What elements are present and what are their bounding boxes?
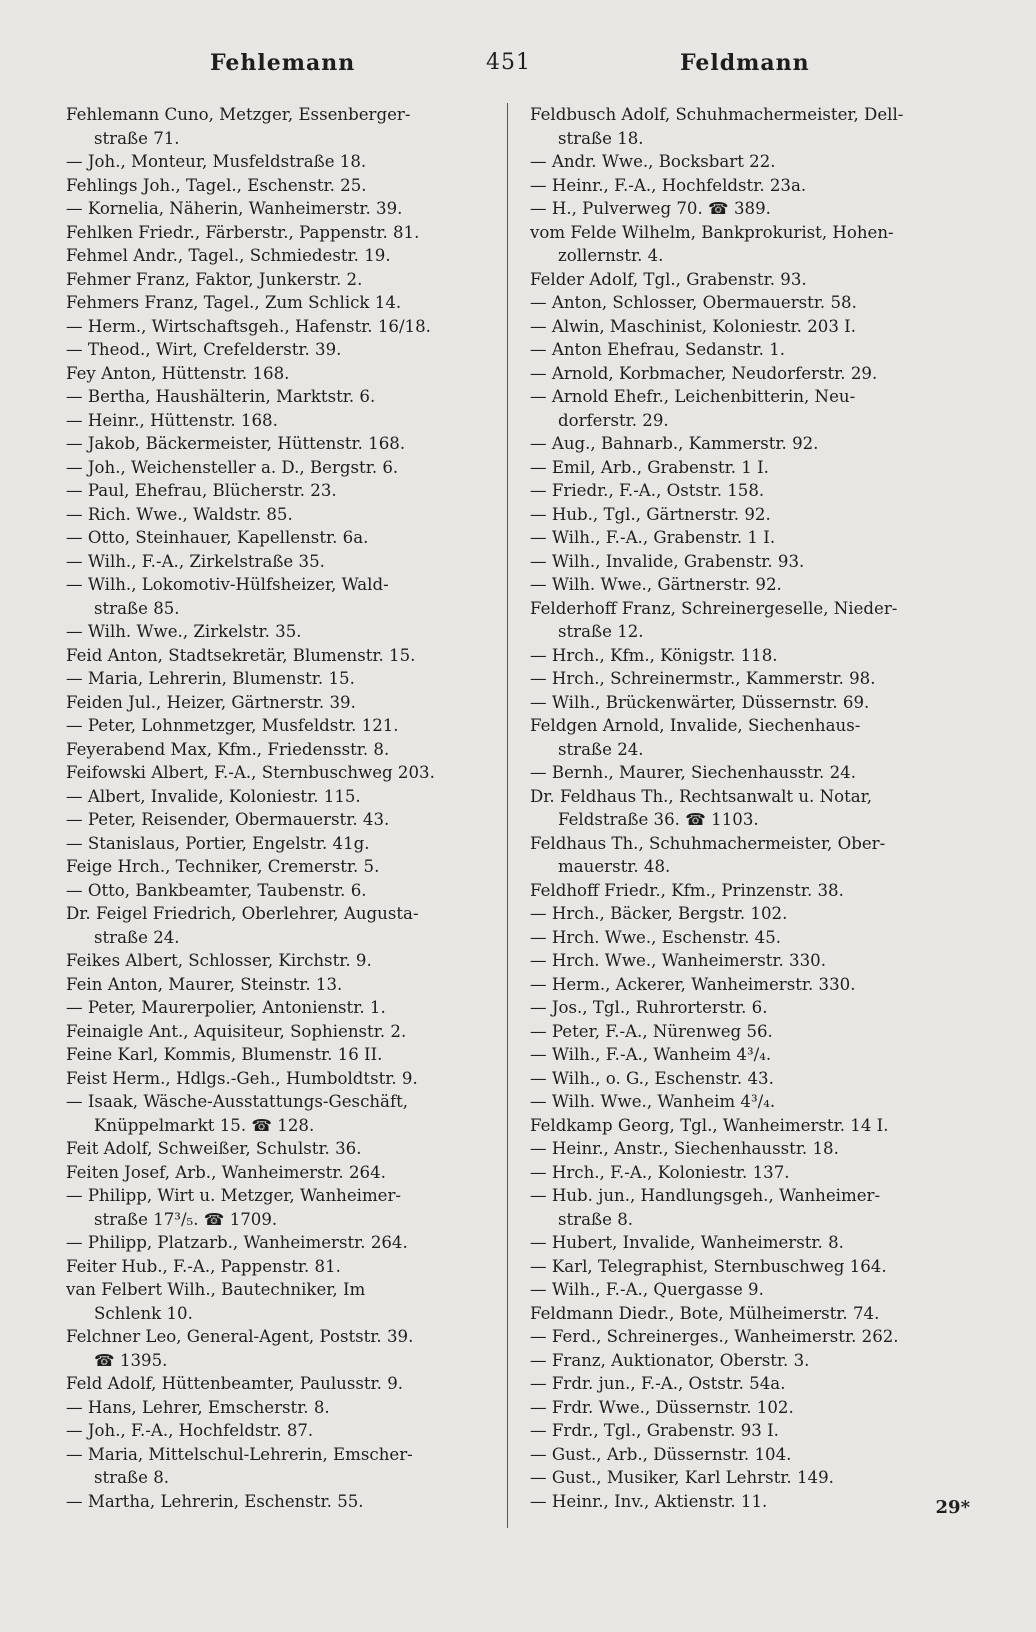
directory-entry-line: ☎ 1395. <box>94 1350 168 1370</box>
directory-entry-line: — Wilh., F.-A., Zirkelstraße 35. <box>66 551 325 571</box>
directory-entry-line: — Hub., Tgl., Gärtnerstr. 92. <box>530 504 771 524</box>
signature-mark: 29* <box>935 1497 970 1518</box>
directory-entry-line: — Anton, Schlosser, Obermauerstr. 58. <box>530 293 857 312</box>
directory-entry-line: — Andr. Wwe., Bocksbart 22. <box>530 152 776 171</box>
directory-entry-line: Feldbusch Adolf, Schuhmachermeister, Dell- <box>530 105 904 124</box>
directory-entry-line: straße 24. <box>94 927 180 947</box>
directory-entry-line: — Wilh., F.-A., Wanheim 4³/₄. <box>530 1045 772 1064</box>
directory-entry-line: — Franz, Auktionator, Oberstr. 3. <box>530 1350 810 1370</box>
directory-entry-line: — Wilh., o. G., Eschenstr. 43. <box>530 1068 774 1088</box>
directory-entry-line: — Rich. Wwe., Waldstr. 85. <box>66 504 293 524</box>
directory-entry-line: straße 18. <box>558 128 644 148</box>
directory-entry-line: — Paul, Ehefrau, Blücherstr. 23. <box>66 481 337 500</box>
directory-entry-line: Feifowski Albert, F.-A., Sternbuschweg 203. <box>66 763 435 782</box>
directory-entry-line: Feinaigle Ant., Aquisiteur, Sophienstr. 2. <box>66 1021 407 1041</box>
directory-entry-line: — Peter, Maurerpolier, Antonienstr. 1. <box>66 998 386 1017</box>
directory-entry-line: Fehlemann Cuno, Metzger, Essenberger- <box>66 105 411 124</box>
directory-entry-line: — Jos., Tgl., Ruhrorterstr. 6. <box>530 998 768 1017</box>
directory-entry-line: straße 85. <box>94 598 180 618</box>
directory-entry-line: Feige Hrch., Techniker, Cremerstr. 5. <box>66 857 380 876</box>
directory-entry-line: Fehmers Franz, Tagel., Zum Schlick 14. <box>66 293 402 312</box>
directory-entry-line: — Wilh., Invalide, Grabenstr. 93. <box>530 551 805 571</box>
directory-entry-line: — Arnold, Korbmacher, Neudorferstr. 29. <box>530 363 878 383</box>
directory-entry-line: — Anton Ehefrau, Sedanstr. 1. <box>530 340 786 359</box>
directory-entry-line: Feine Karl, Kommis, Blumenstr. 16 II. <box>66 1045 383 1064</box>
directory-entry-line: — Hubert, Invalide, Wanheimerstr. 8. <box>530 1233 844 1252</box>
directory-entry-line: — Hans, Lehrer, Emscherstr. 8. <box>66 1397 330 1417</box>
header-right-keyword: Feldmann <box>680 50 810 76</box>
directory-entry-line: Feiter Hub., F.-A., Pappenstr. 81. <box>66 1256 341 1276</box>
directory-entry-line: Feit Adolf, Schweißer, Schulstr. 36. <box>66 1139 362 1158</box>
directory-entry-line: mauerstr. 48. <box>558 857 671 876</box>
directory-entry-line: Knüppelmarkt 15. ☎ 128. <box>94 1115 315 1135</box>
directory-entry-line: — Hub. jun., Handlungsgeh., Wanheimer- <box>530 1186 881 1205</box>
directory-entry-line: — Martha, Lehrerin, Eschenstr. 55. <box>66 1491 364 1511</box>
directory-entry-line: — Bertha, Haushälterin, Marktstr. 6. <box>66 387 376 406</box>
directory-entry-line: — Hrch., Kfm., Königstr. 118. <box>530 645 778 665</box>
directory-entry-line: Feld Adolf, Hüttenbeamter, Paulusstr. 9. <box>66 1374 404 1393</box>
directory-entry-line: — Hrch., F.-A., Koloniestr. 137. <box>530 1162 790 1182</box>
directory-entry-line: — Heinr., F.-A., Hochfeldstr. 23a. <box>530 175 807 195</box>
directory-entry-line: — Heinr., Hüttenstr. 168. <box>66 410 278 430</box>
directory-entry-line: Fehmel Andr., Tagel., Schmiedestr. 19. <box>66 246 391 265</box>
directory-entry-line: — Frdr. jun., F.-A., Oststr. 54a. <box>530 1374 786 1393</box>
directory-entry-line: — Stanislaus, Portier, Engelstr. 41g. <box>66 833 370 853</box>
directory-entry-line: — Frdr., Tgl., Grabenstr. 93 I. <box>530 1421 779 1440</box>
directory-entry-line: — Alwin, Maschinist, Koloniestr. 203 I. <box>530 316 856 336</box>
directory-entry-line: — Heinr., Anstr., Siechenhausstr. 18. <box>530 1139 839 1158</box>
directory-entry-line: Fehmer Franz, Faktor, Junkerstr. 2. <box>66 269 363 289</box>
left-column <box>66 103 502 1513</box>
directory-entry-line: Feldhaus Th., Schuhmachermeister, Ober- <box>530 833 886 853</box>
directory-entry-line: straße 71. <box>94 128 180 148</box>
directory-entry-line: — Gust., Arb., Düssernstr. 104. <box>530 1444 792 1464</box>
right-column <box>530 103 978 1513</box>
directory-entry-line: — Karl, Telegraphist, Sternbuschweg 164. <box>530 1256 887 1276</box>
directory-entry-line: — Wilh. Wwe., Gärtnerstr. 92. <box>530 575 782 594</box>
directory-entry-line: — H., Pulverweg 70. ☎ 389. <box>530 199 771 218</box>
directory-entry-line: dorferstr. 29. <box>558 410 669 430</box>
directory-entry-line: Feiten Josef, Arb., Wanheimerstr. 264. <box>66 1162 386 1182</box>
directory-entry-line: Feldmann Diedr., Bote, Mülheimerstr. 74. <box>530 1303 880 1323</box>
directory-entry-line: — Hrch. Wwe., Wanheimerstr. 330. <box>530 951 826 970</box>
directory-entry-line: — Hrch. Wwe., Eschenstr. 45. <box>530 927 782 947</box>
directory-entry-line: — Wilh., Brückenwärter, Düssernstr. 69. <box>530 692 870 712</box>
directory-entry-line: — Wilh., F.-A., Quergasse 9. <box>530 1280 764 1299</box>
directory-entry-line: Felder Adolf, Tgl., Grabenstr. 93. <box>530 269 807 289</box>
directory-entry-line: — Otto, Bankbeamter, Taubenstr. 6. <box>66 880 367 900</box>
directory-entry-line: Feiden Jul., Heizer, Gärtnerstr. 39. <box>66 692 356 712</box>
directory-entry-line: — Frdr. Wwe., Düssernstr. 102. <box>530 1397 794 1417</box>
directory-entry-line: — Joh., Weichensteller a. D., Bergstr. 6. <box>66 457 399 477</box>
page-number: 451 <box>486 50 531 75</box>
directory-entry-line: Felderhoff Franz, Schreinergeselle, Nieder- <box>530 598 898 618</box>
directory-entry-line: — Peter, F.-A., Nürenweg 56. <box>530 1021 773 1041</box>
directory-entry-line: Feldhoff Friedr., Kfm., Prinzenstr. 38. <box>530 880 844 900</box>
directory-entry-line: Dr. Feldhaus Th., Rechtsanwalt u. Notar, <box>530 786 873 806</box>
directory-entry-line: Fein Anton, Maurer, Steinstr. 13. <box>66 974 343 994</box>
directory-entry-line: — Wilh. Wwe., Zirkelstr. 35. <box>66 622 302 641</box>
directory-entry-line: — Gust., Musiker, Karl Lehrstr. 149. <box>530 1468 834 1487</box>
directory-entry-line: — Wilh. Wwe., Wanheim 4³/₄. <box>530 1092 776 1111</box>
directory-entry-line: — Maria, Lehrerin, Blumenstr. 15. <box>66 669 355 688</box>
directory-entry-line: — Arnold Ehefr., Leichenbitterin, Neu- <box>530 387 856 406</box>
directory-entry-line: Feldstraße 36. ☎ 1103. <box>558 810 759 829</box>
directory-entry-line: straße 8. <box>558 1209 634 1229</box>
directory-entry-line: — Joh., F.-A., Hochfeldstr. 87. <box>66 1421 314 1440</box>
directory-entry-line: Fey Anton, Hüttenstr. 168. <box>66 363 290 383</box>
directory-entry-line: straße 24. <box>558 739 644 759</box>
directory-entry-line: — Heinr., Inv., Aktienstr. 11. <box>530 1491 768 1511</box>
directory-entry-line: — Albert, Invalide, Koloniestr. 115. <box>66 786 361 806</box>
directory-entry-line: — Emil, Arb., Grabenstr. 1 I. <box>530 457 769 477</box>
directory-entry-line: Dr. Feigel Friedrich, Oberlehrer, Augusta- <box>66 904 419 923</box>
directory-entry-line: — Otto, Steinhauer, Kapellenstr. 6a. <box>66 528 369 547</box>
directory-entry-line: — Peter, Lohnmetzger, Musfeldstr. 121. <box>66 716 399 735</box>
directory-entry-line: — Herm., Wirtschaftsgeh., Hafenstr. 16/18. <box>66 316 431 336</box>
directory-entry-line: — Theod., Wirt, Crefelderstr. 39. <box>66 340 342 359</box>
directory-entry-line: — Jakob, Bäckermeister, Hüttenstr. 168. <box>66 434 406 453</box>
directory-entry-line: — Philipp, Platzarb., Wanheimerstr. 264. <box>66 1233 408 1252</box>
directory-entry-line: straße 12. <box>558 622 644 641</box>
directory-entry-line: — Peter, Reisender, Obermauerstr. 43. <box>66 810 390 829</box>
directory-entry-line: — Kornelia, Näherin, Wanheimerstr. 39. <box>66 199 403 218</box>
directory-entry-line: vom Felde Wilhelm, Bankprokurist, Hohen- <box>530 222 894 242</box>
header-left-keyword: Fehlemann <box>210 50 356 76</box>
directory-entry-line: — Ferd., Schreinerges., Wanheimerstr. 262. <box>530 1327 899 1346</box>
directory-entry-line: — Joh., Monteur, Musfeldstraße 18. <box>66 152 367 171</box>
directory-entry-line: — Bernh., Maurer, Siechenhausstr. 24. <box>530 763 856 782</box>
directory-entry-line: Feikes Albert, Schlosser, Kirchstr. 9. <box>66 951 372 970</box>
directory-entry-line: zollernstr. 4. <box>558 246 664 265</box>
directory-entry-line: — Wilh., Lokomotiv-Hülfsheizer, Wald- <box>66 575 389 594</box>
directory-entry-line: — Maria, Mittelschul-Lehrerin, Emscher- <box>66 1444 413 1464</box>
directory-entry-line: — Herm., Ackerer, Wanheimerstr. 330. <box>530 974 856 994</box>
directory-entry-line: — Philipp, Wirt u. Metzger, Wanheimer- <box>66 1186 402 1205</box>
page-header <box>0 50 1036 90</box>
directory-entry-line: Fehlings Joh., Tagel., Eschenstr. 25. <box>66 175 367 195</box>
directory-entry-line: — Isaak, Wäsche-Ausstattungs-Geschäft, <box>66 1092 409 1111</box>
directory-entry-line: straße 8. <box>94 1468 170 1487</box>
directory-entry-line: — Wilh., F.-A., Grabenstr. 1 I. <box>530 528 776 547</box>
directory-entry-line: Feldgen Arnold, Invalide, Siechenhaus- <box>530 716 861 735</box>
directory-entry-line: Feyerabend Max, Kfm., Friedensstr. 8. <box>66 739 390 759</box>
directory-entry-line: — Hrch., Bäcker, Bergstr. 102. <box>530 904 788 923</box>
directory-entry-line: Feist Herm., Hdlgs.-Geh., Humboldtstr. 9. <box>66 1068 418 1088</box>
directory-entry-line: — Friedr., F.-A., Oststr. 158. <box>530 481 765 500</box>
directory-entry-line: straße 17³/₅. ☎ 1709. <box>94 1209 278 1229</box>
column-divider <box>507 103 508 1528</box>
directory-entry-line: Felchner Leo, General-Agent, Poststr. 39. <box>66 1327 414 1346</box>
directory-entry-line: van Felbert Wilh., Bautechniker, Im <box>66 1280 366 1299</box>
directory-entry-line: Feldkamp Georg, Tgl., Wanheimerstr. 14 I. <box>530 1115 889 1135</box>
directory-entry-line: Fehlken Friedr., Färberstr., Pappenstr. 81. <box>66 222 420 242</box>
directory-entry-line: Feid Anton, Stadtsekretär, Blumenstr. 15. <box>66 645 416 665</box>
directory-entry-line: Schlenk 10. <box>94 1303 193 1323</box>
directory-entry-line: — Aug., Bahnarb., Kammerstr. 92. <box>530 434 819 453</box>
directory-entry-line: — Hrch., Schreinermstr., Kammerstr. 98. <box>530 669 876 688</box>
